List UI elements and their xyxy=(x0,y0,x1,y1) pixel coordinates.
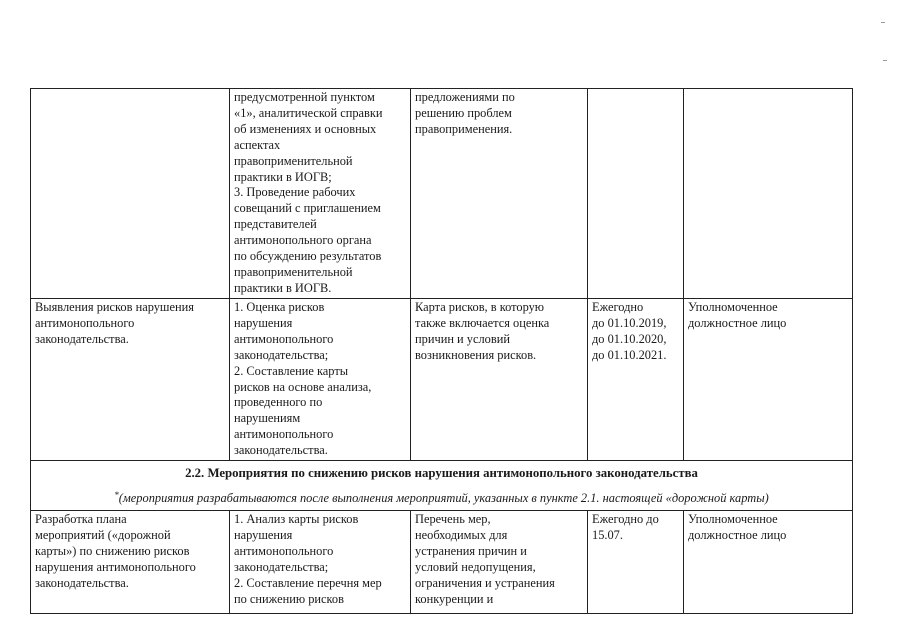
cell-text-line: нарушения xyxy=(234,527,293,542)
roadmap-table xyxy=(30,88,853,614)
section-title: 2.2. Мероприятия по снижению рисков нарушения антимонопольного законодательства xyxy=(185,466,698,481)
cell-continuation-col4 xyxy=(588,89,684,299)
cell-text-line: 15.07. xyxy=(592,527,623,542)
cell-text-line: совещаний с приглашением xyxy=(234,201,381,216)
cell-text-line: по снижению рисков xyxy=(234,591,344,606)
cell-text-line: мероприятий («дорожной xyxy=(35,527,171,542)
cell-text-line: также включается оценка xyxy=(415,315,550,330)
cell-plan-responsible xyxy=(684,511,853,614)
cell-text-line: причин и условий xyxy=(415,331,510,346)
footnote-marker: * xyxy=(114,490,119,501)
cell-continuation-col3 xyxy=(411,89,588,299)
table-row-plan xyxy=(31,511,853,614)
cell-risk-result xyxy=(411,299,588,461)
cell-text-line: нарушения xyxy=(234,315,293,330)
cell-text-line: нарушениям xyxy=(234,411,301,426)
section-note xyxy=(35,487,848,506)
section-note-text: (мероприятия разрабатываются после выполнения мероприятий, указанных в пункте 2.1. настоящей «дорожной карты) xyxy=(118,491,769,506)
cell-plan-steps xyxy=(230,511,411,614)
cell-text-line: 2. Составление карты xyxy=(234,363,349,378)
cell-text-line: до 01.10.2021. xyxy=(592,347,667,362)
cell-text-line: Уполномоченное xyxy=(688,512,778,527)
cell-text-line: Карта рисков, в которую xyxy=(415,300,545,314)
cell-risk-steps xyxy=(230,299,411,461)
table-row-risk-identification xyxy=(31,299,853,461)
cell-plan-result xyxy=(411,511,588,614)
cell-text-line: условий недопущения, xyxy=(415,559,536,574)
cell-text-line: законодательства. xyxy=(234,443,328,458)
cell-text-line: устранения причин и xyxy=(415,543,527,558)
cell-text-line: «1», аналитической справки xyxy=(234,105,383,120)
cell-text-line: должностное лицо xyxy=(688,527,787,542)
cell-text-line: Ежегодно xyxy=(592,300,644,314)
cell-text-line: предусмотренной пунктом xyxy=(234,90,375,104)
cell-text-line: антимонопольного xyxy=(234,427,334,442)
cell-text-line: конкуренции и xyxy=(415,591,494,606)
cell-text-line: антимонопольного xyxy=(35,315,135,330)
cell-text-line: предложениями по xyxy=(415,90,515,104)
table-row-continuation xyxy=(31,89,853,299)
cell-text-line: решению проблем xyxy=(415,105,512,120)
cell-text-line: проведенного по xyxy=(234,395,323,410)
cell-text-line: правоприменительной xyxy=(234,153,353,168)
cell-text-line: об изменениях и основных xyxy=(234,121,377,136)
cell-text-line: карты») по снижению рисков xyxy=(35,543,190,558)
cell-text-line: правоприменительной xyxy=(234,264,353,279)
cell-text-line: 1. Анализ карты рисков xyxy=(234,512,359,527)
cell-text-line: законодательства; xyxy=(234,559,329,574)
cell-text-line: до 01.10.2020, xyxy=(592,331,667,346)
cell-text-line: Выявления рисков нарушения xyxy=(35,300,194,314)
cell-text-line: 1. Оценка рисков xyxy=(234,300,325,314)
cell-text-line: антимонопольного органа xyxy=(234,233,372,248)
cell-text-line: антимонопольного xyxy=(234,543,334,558)
margin-mark-side xyxy=(883,60,887,61)
cell-text-line: по обсуждению результатов xyxy=(234,249,382,264)
cell-text-line: практики в ИОГВ. xyxy=(234,280,332,295)
cell-text-line: Разработка плана xyxy=(35,512,127,527)
cell-risk-activity xyxy=(31,299,230,461)
cell-text-line: 3. Проведение рабочих xyxy=(234,185,356,200)
cell-text-line: возникновения рисков. xyxy=(415,347,537,362)
cell-text-line: ограничения и устранения xyxy=(415,575,555,590)
cell-text-line: должностное лицо xyxy=(688,315,787,330)
margin-mark-top xyxy=(881,22,885,23)
cell-text-line: практики в ИОГВ; xyxy=(234,169,332,184)
cell-text-line: законодательства. xyxy=(35,331,129,346)
cell-plan-activity xyxy=(31,511,230,614)
section-cell xyxy=(31,461,853,511)
cell-text-line: аспектах xyxy=(234,137,281,152)
cell-text-line: до 01.10.2019, xyxy=(592,315,667,330)
cell-text-line: рисков на основе анализа, xyxy=(234,379,372,394)
cell-risk-deadline xyxy=(588,299,684,461)
cell-text-line: необходимых для xyxy=(415,527,508,542)
cell-text-line: законодательства. xyxy=(35,575,129,590)
cell-text-line: Уполномоченное xyxy=(688,300,778,314)
cell-text-line: правоприменения. xyxy=(415,121,513,136)
cell-text-line: нарушения антимонопольного xyxy=(35,559,196,574)
cell-plan-deadline xyxy=(588,511,684,614)
cell-continuation-col1 xyxy=(31,89,230,299)
cell-text-line: Перечень мер, xyxy=(415,512,491,527)
cell-continuation-col2 xyxy=(230,89,411,299)
cell-text-line: законодательства; xyxy=(234,347,329,362)
cell-text-line: представителей xyxy=(234,217,317,232)
cell-continuation-col5 xyxy=(684,89,853,299)
section-row xyxy=(31,461,853,511)
cell-risk-responsible xyxy=(684,299,853,461)
cell-text-line: 2. Составление перечня мер xyxy=(234,575,382,590)
cell-text-line: Ежегодно до xyxy=(592,512,659,527)
cell-text-line: антимонопольного xyxy=(234,331,334,346)
